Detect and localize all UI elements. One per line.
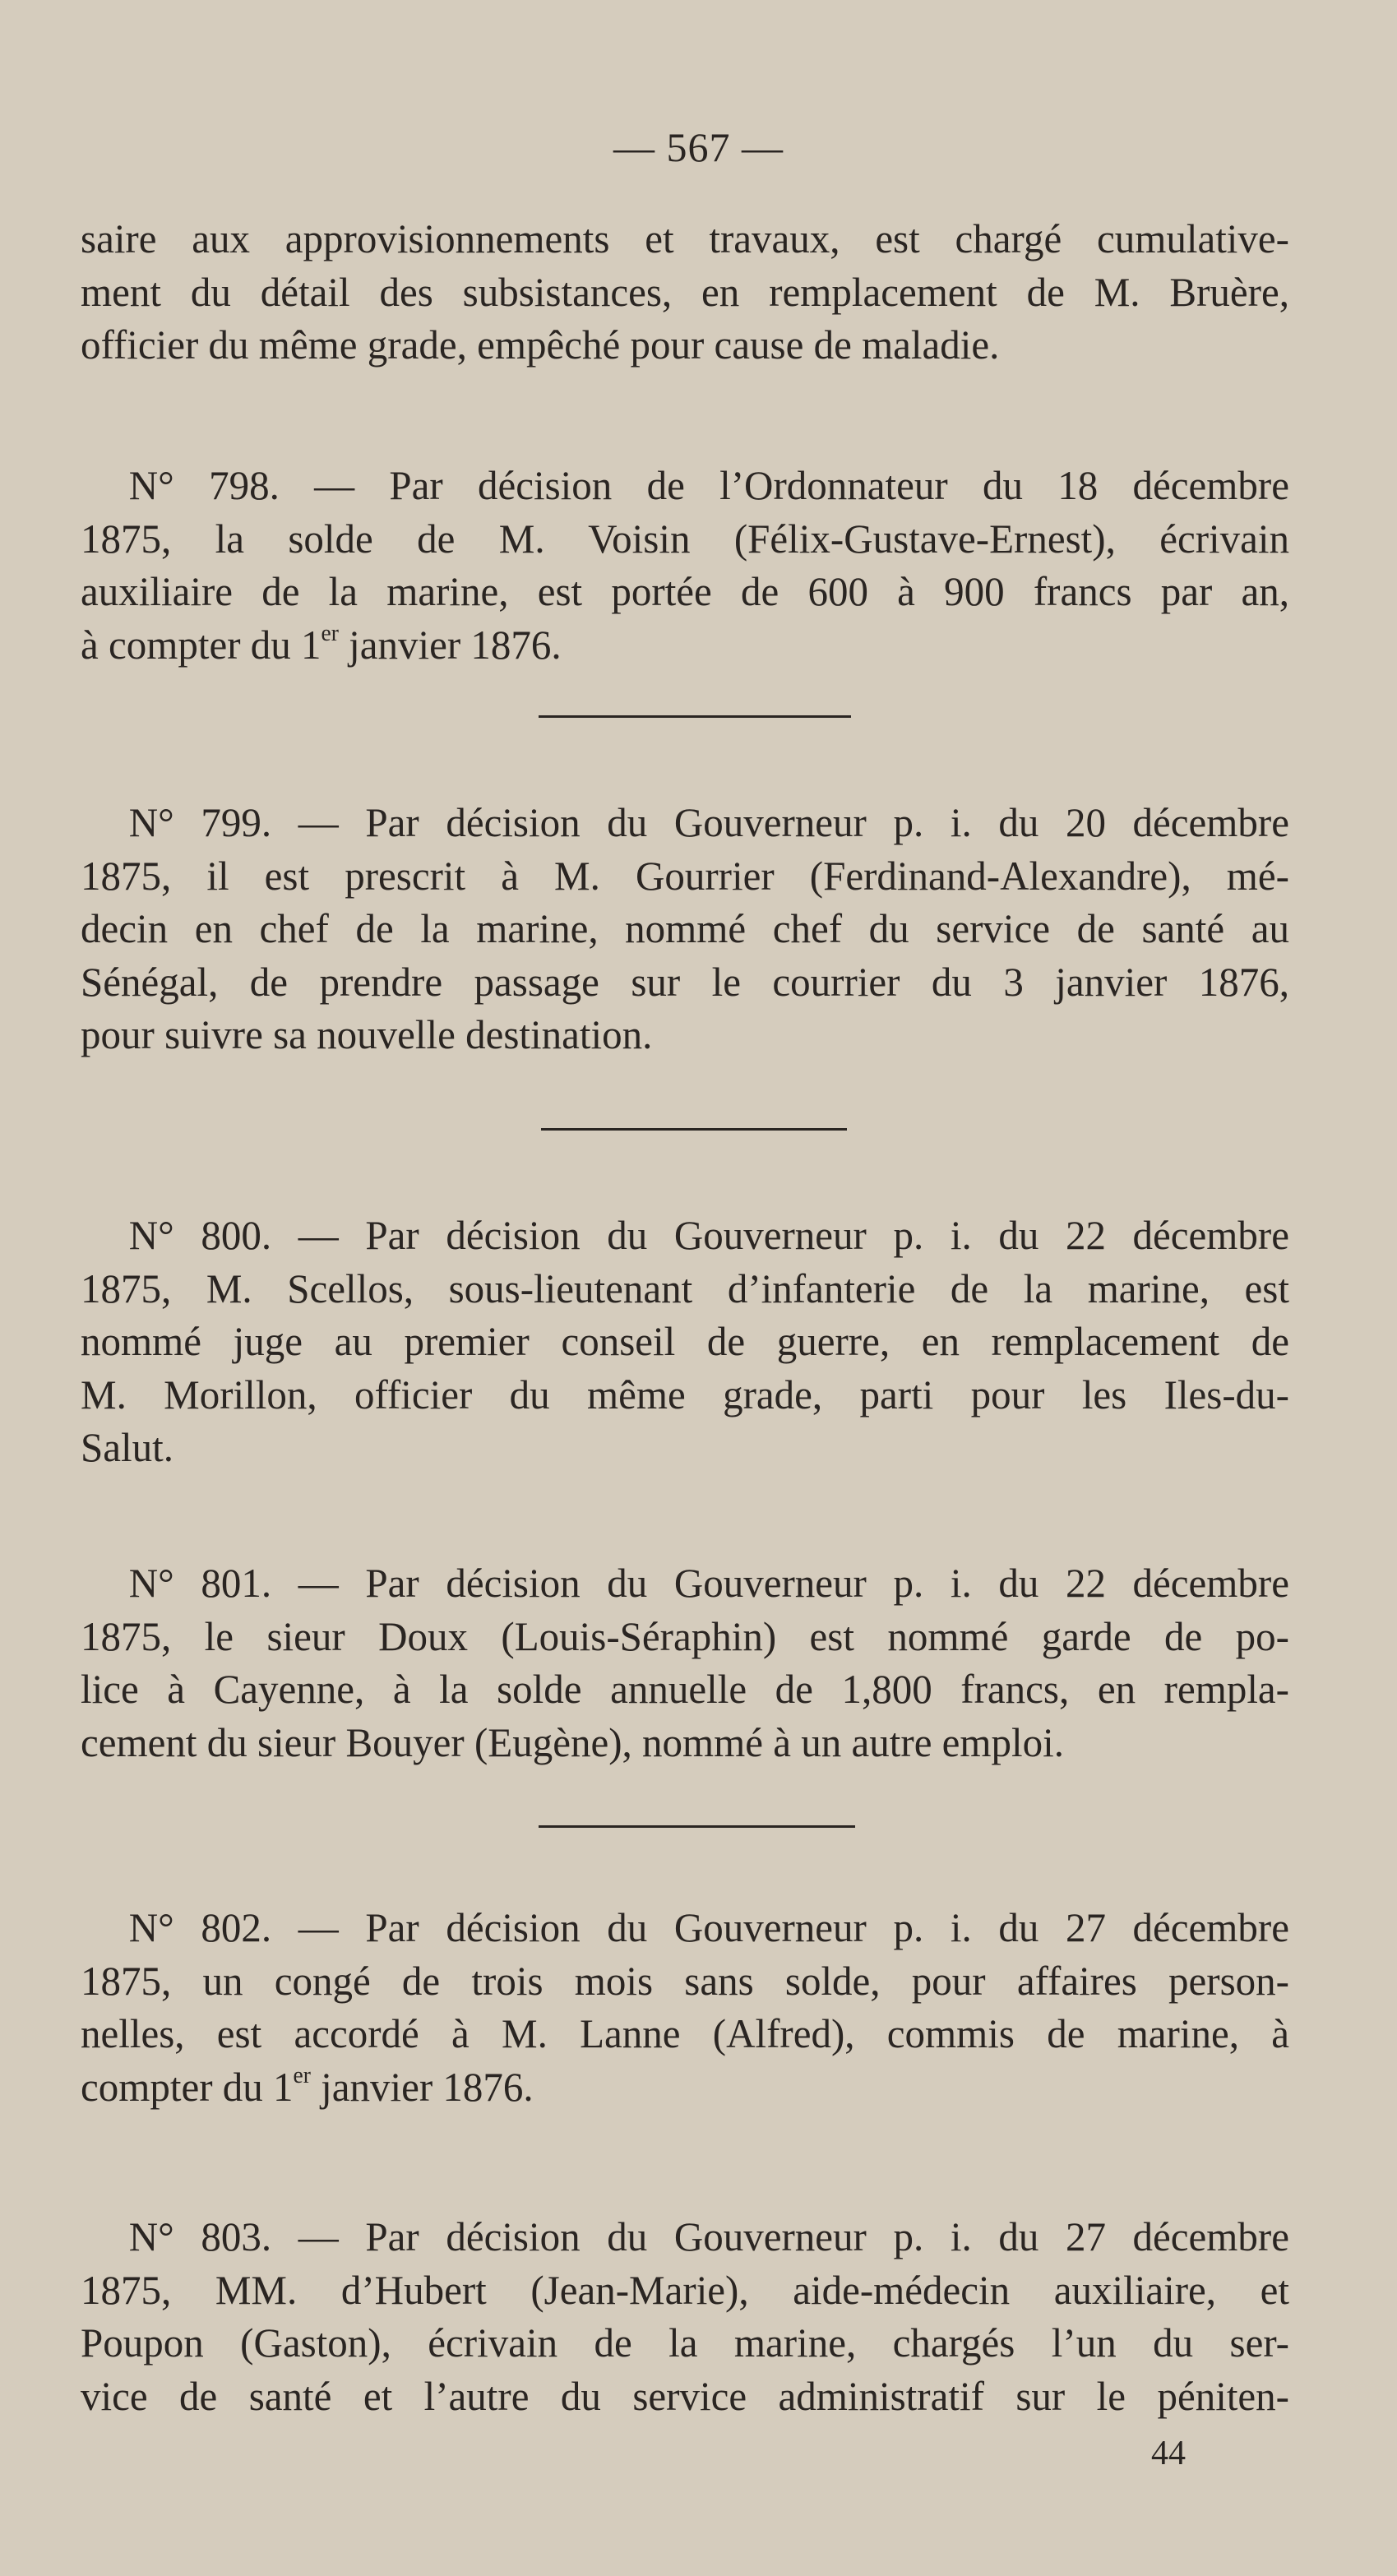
decision-803 — [81, 2210, 1289, 2422]
text-line: N° 801. — Par décision du Gouverneur p. i. du 22 décembre — [128, 1560, 1289, 1606]
separator-rule — [539, 1825, 855, 1828]
text-line: M. Morillon, officier du même grade, parti pour les Iles-du- — [81, 1371, 1289, 1417]
text-line — [81, 618, 1289, 672]
text-line: nelles, est accordé à M. Lanne (Alfred), commis de marine, à — [81, 2010, 1289, 2056]
text-line: lice à Cayenne, à la solde annuelle de 1,800 francs, en rempla- — [81, 1666, 1289, 1712]
text-line: Salut. — [81, 1424, 173, 1470]
decision-800 — [81, 1209, 1289, 1474]
text-line: N° 802. — Par décision du Gouverneur p. i. du 27 décembre — [128, 1904, 1289, 1950]
page-number: — 567 — — [613, 124, 784, 170]
decision-801 — [81, 1556, 1289, 1769]
text-line: 1875, la solde de M. Voisin (Félix-Gustave-Ernest), écrivain — [81, 515, 1289, 562]
text-line: saire aux approvisionnements et travaux, est chargé cumulative- — [81, 215, 1289, 261]
text-fragment: à compter du 1 — [81, 621, 321, 668]
superscript: er — [293, 2062, 311, 2088]
text-line: ment du détail des subsistances, en remplacement de M. Bruère, — [81, 268, 1289, 315]
text-fragment: compter du 1 — [81, 2063, 294, 2110]
text-line: vice de santé et l’autre du service administratif sur le péniten- — [81, 2372, 1289, 2419]
text-line: decin en chef de la marine, nommé chef du service de santé au — [81, 905, 1289, 951]
text-line: cement du sieur Bouyer (Eugène), nommé à un autre emploi. — [81, 1718, 1065, 1765]
signature-mark: 44 — [1151, 2435, 1186, 2472]
text-line: 1875, il est prescrit à M. Gourrier (Ferdinand-Alexandre), mé- — [81, 852, 1289, 899]
decision-799 — [81, 796, 1289, 1061]
text-fragment: janvier 1876. — [338, 621, 562, 668]
text-line: N° 799. — Par décision du Gouverneur p. i. du 20 décembre — [128, 799, 1289, 845]
text-line: 1875, un congé de trois mois sans solde, pour affaires person- — [81, 1957, 1289, 2004]
text-line: Poupon (Gaston), écrivain de la marine, chargés l’un du ser- — [81, 2319, 1289, 2366]
text-line: pour suivre sa nouvelle destination. — [81, 1011, 653, 1057]
text-line: Sénégal, de prendre passage sur le courrier du 3 janvier 1876, — [81, 958, 1289, 1005]
text-line — [81, 2060, 1289, 2114]
text-line: nommé juge au premier conseil de guerre, en remplacement de — [81, 1318, 1289, 1364]
separator-rule — [539, 715, 851, 718]
text-line: N° 800. — Par décision du Gouverneur p. i. du 22 décembre — [128, 1212, 1289, 1258]
text-line: auxiliaire de la marine, est portée de 600 à 900 francs par an, — [81, 568, 1289, 614]
text-line: 1875, le sieur Doux (Louis-Séraphin) est nommé garde de po- — [81, 1612, 1289, 1659]
text-line: 1875, MM. d’Hubert (Jean-Marie), aide-médecin auxiliaire, et — [81, 2266, 1289, 2313]
text-line: N° 798. — Par décision de l’Ordonnateur du 18 décembre — [128, 462, 1289, 508]
separator-rule — [541, 1128, 847, 1131]
text-fragment: janvier 1876. — [310, 2063, 534, 2110]
decision-798 — [81, 459, 1289, 671]
paragraph-continuation — [81, 212, 1289, 372]
text-line: 1875, M. Scellos, sous-lieutenant d’infanterie de la marine, est — [81, 1265, 1289, 1311]
decision-802 — [81, 1901, 1289, 2113]
text-line: N° 803. — Par décision du Gouverneur p. i. du 27 décembre — [128, 2213, 1289, 2259]
superscript: er — [321, 620, 339, 646]
text-line: officier du même grade, empêché pour cause de maladie. — [81, 321, 1000, 368]
